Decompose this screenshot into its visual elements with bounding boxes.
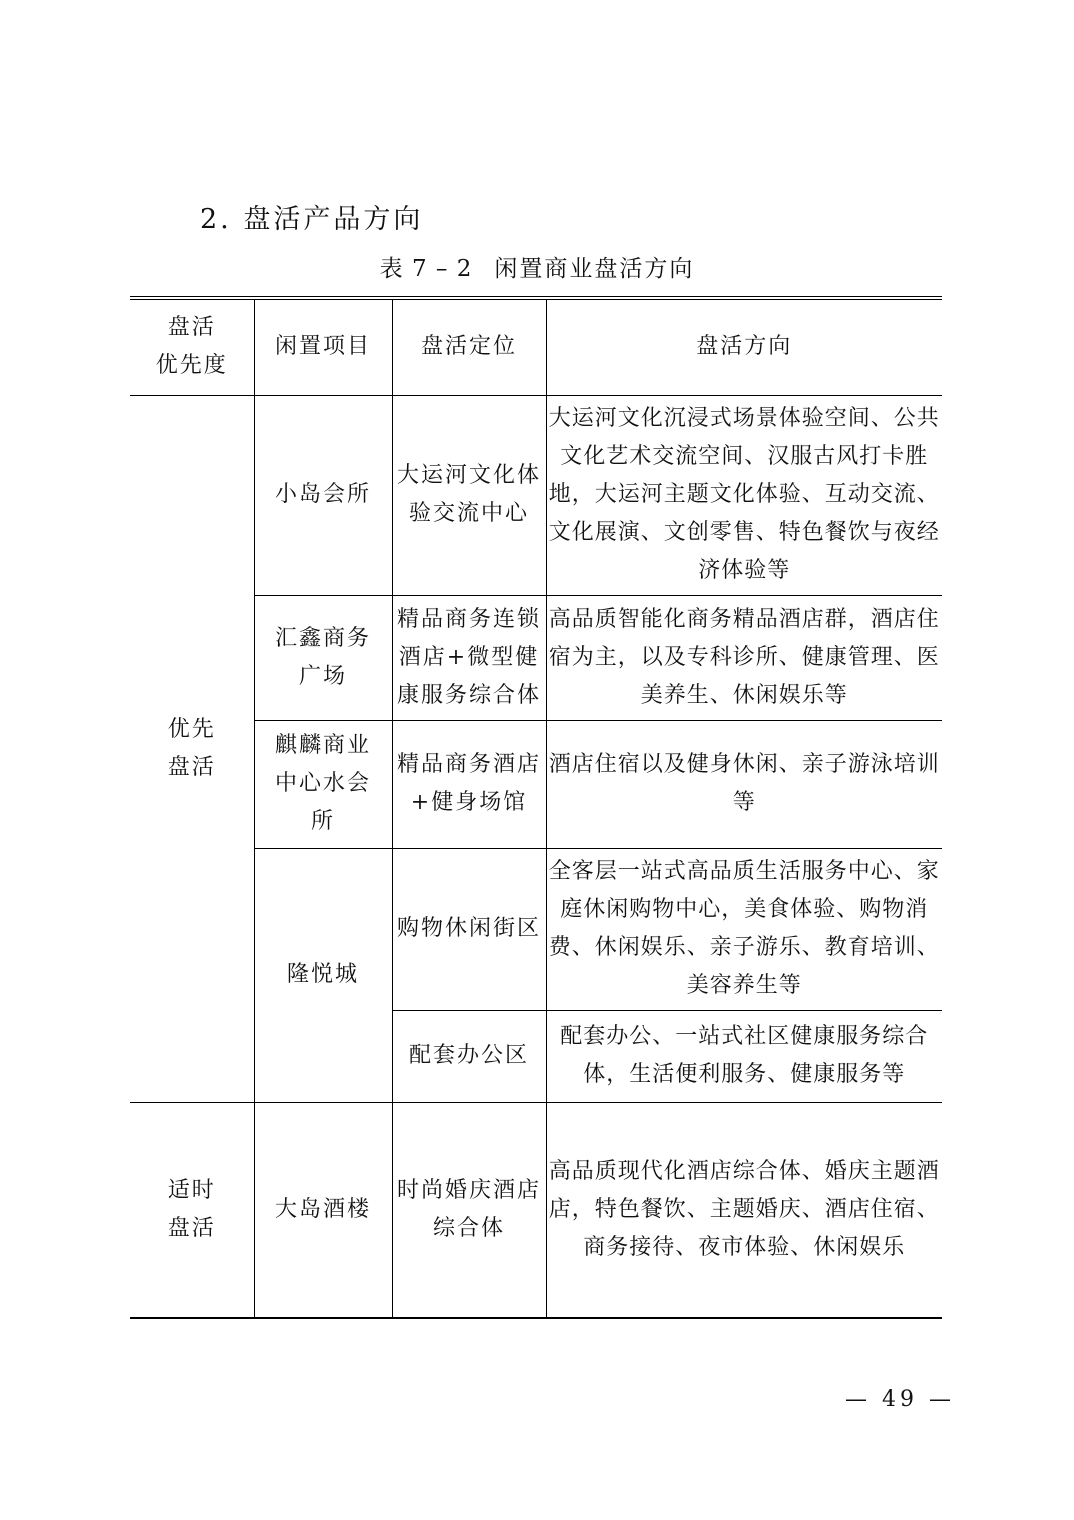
table-caption: [0, 252, 1074, 286]
table-row: [130, 1102, 942, 1318]
cell-positioning: 时尚婚庆酒店 综合体: [392, 1102, 546, 1318]
table-title: 闲置商业盘活方向: [494, 256, 695, 282]
cell-positioning: 精品商务酒店+健身场馆: [392, 720, 546, 848]
section-title: 2. 盘活产品方向: [200, 204, 424, 235]
cell-direction: 高品质现代化酒店综合体、婚庆主题酒店，特色餐饮、主题婚庆、酒店住宿、商务接待、夜市体验、休闲娱乐: [546, 1102, 942, 1318]
group-priority-timely: 适时 盘活: [130, 1102, 254, 1318]
cell-project: 麒麟商业 中心水会 所: [254, 720, 392, 848]
revitalization-table: [130, 296, 942, 1319]
table-header-row: [130, 298, 942, 395]
cell-direction: 大运河文化沉浸式场景体验空间、公共文化艺术交流空间、汉服古风打卡胜地，大运河主题文化体验、互动交流、文化展演、文创零售、特色餐饮与夜经济体验等: [546, 395, 942, 595]
cell-project: 小岛会所: [254, 395, 392, 595]
cell-direction: 酒店住宿以及健身休闲、亲子游泳培训等: [546, 720, 942, 848]
cell-positioning: 购物休闲街区: [392, 848, 546, 1010]
cell-direction: 全客层一站式高品质生活服务中心、家庭休闲购物中心，美食体验、购物消费、休闲娱乐、亲子游乐、教育培训、美容养生等: [546, 848, 942, 1010]
cell-project: 汇鑫商务 广场: [254, 595, 392, 720]
header-priority: 盘活 优先度: [130, 298, 254, 395]
header-direction: 盘活方向: [546, 298, 942, 395]
cell-positioning: 精品商务连锁酒店+微型健康服务综合体: [392, 595, 546, 720]
table-row: [130, 395, 942, 595]
cell-direction: 高品质智能化商务精品酒店群，酒店住宿为主，以及专科诊所、健康管理、医美养生、休闲娱乐等: [546, 595, 942, 720]
group-priority-first: 优先 盘活: [130, 395, 254, 1102]
header-project: 闲置项目: [254, 298, 392, 395]
cell-project: 隆悦城: [254, 848, 392, 1102]
cell-direction: 配套办公、一站式社区健康服务综合体，生活便利服务、健康服务等: [546, 1010, 942, 1102]
page-number: — 49 —: [845, 1387, 955, 1412]
cell-positioning: 配套办公区: [392, 1010, 546, 1102]
table-number: 表 7 – 2: [379, 256, 473, 282]
cell-positioning: 大运河文化体 验交流中心: [392, 395, 546, 595]
header-positioning: 盘活定位: [392, 298, 546, 395]
cell-project: 大岛酒楼: [254, 1102, 392, 1318]
